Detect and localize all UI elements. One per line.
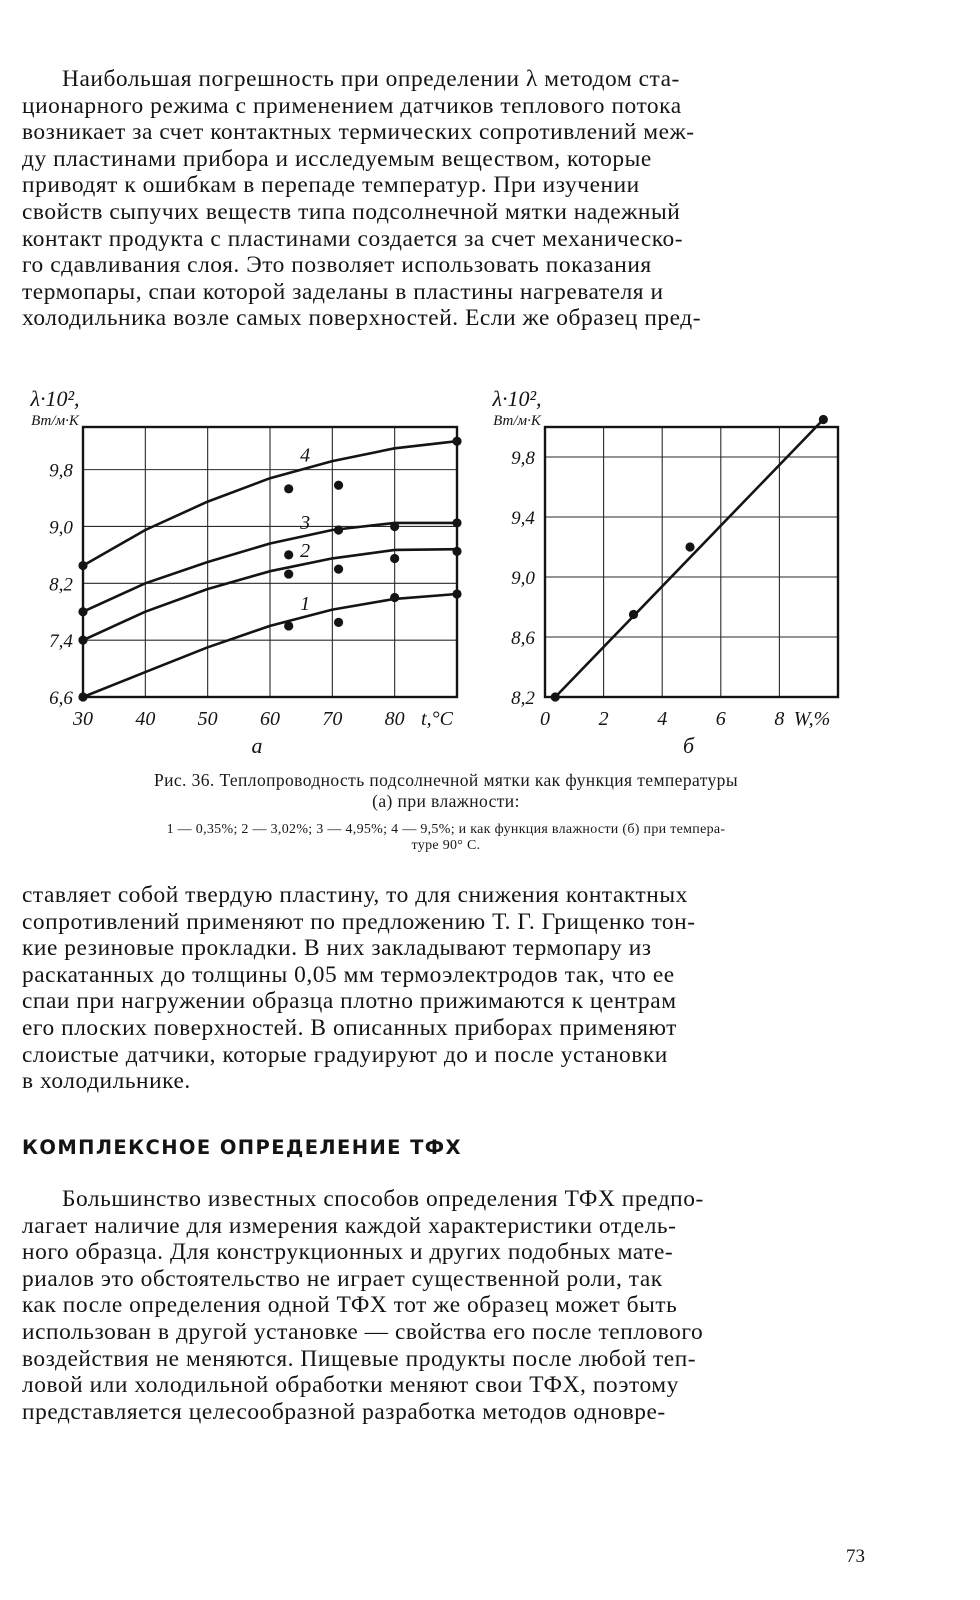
data-point <box>334 565 343 574</box>
plot-b-moisture <box>491 386 838 758</box>
x-tick-label: 8 <box>774 708 785 730</box>
text-line: представляется целесообразной разработка методов одновре- <box>22 1398 666 1425</box>
x-tick-label: 6 <box>715 708 726 730</box>
caption-line: Рис. 36. Теплопроводность подсолнечной мятки как функция температуры <box>153 770 738 790</box>
data-point <box>819 415 828 424</box>
data-point <box>390 554 399 563</box>
data-point <box>629 610 638 619</box>
x-tick-label: 2 <box>598 708 609 730</box>
text-line: использован в другой установке — свойства его после теплового <box>22 1318 704 1345</box>
text-line: ловой или холодильной обработки меняют свои ТФХ, поэтому <box>22 1372 679 1399</box>
x-tick-label: 80 <box>384 708 405 730</box>
plot-a-temperature <box>29 386 461 758</box>
data-point <box>78 692 87 701</box>
panel-label: а <box>251 733 263 758</box>
text-line: слоистые датчики, которые градуируют до и после установки <box>22 1041 668 1068</box>
data-point <box>334 525 343 534</box>
paragraph-bottom <box>22 1186 870 1425</box>
text-line: ционарного режима с применением датчиков теплового потока <box>22 92 682 119</box>
data-point <box>452 589 461 598</box>
data-point <box>390 522 399 531</box>
data-point <box>452 547 461 556</box>
x-tick-label: 40 <box>135 708 156 730</box>
caption-line: (а) при влажности: <box>372 791 520 811</box>
text-line: спаи при нагружении образца плотно прижимаются к центрам <box>22 988 677 1015</box>
text-line: сопротивлений применяют по предложению Т. Г. Грищенко тон- <box>22 908 696 935</box>
y-tick-label: 9,4 <box>511 508 535 529</box>
panel-label: б <box>682 733 695 758</box>
text-line: свойств сыпучих веществ типа подсолнечной мятки надежный <box>22 198 681 225</box>
paragraph-middle <box>22 882 870 1095</box>
text-line: ставляет собой твердую пластину, то для снижения контактных <box>22 882 688 908</box>
x-tick-label: 50 <box>197 708 218 730</box>
text-line: возникает за счет контактных термических сопротивлений меж- <box>22 119 695 146</box>
series-curve <box>555 420 823 698</box>
x-tick-label: 0 <box>540 708 550 730</box>
y-axis-label: λ·10², <box>492 386 542 411</box>
figure-plots <box>0 370 980 770</box>
text-line: его плоских поверхностей. В описанных приборах применяют <box>22 1014 677 1041</box>
y-tick-label: 6,6 <box>49 688 73 709</box>
y-tick-label: 7,4 <box>49 631 73 653</box>
y-axis-unit-label: Вт/м·К <box>493 413 541 429</box>
series-label: 1 <box>300 592 311 615</box>
paragraph-top <box>22 66 870 332</box>
y-axis-unit-label: Вт/м·К <box>31 413 79 429</box>
y-tick-label: 8,2 <box>49 574 73 596</box>
text-line: кие резиновые прокладки. В них закладывают термопару из <box>22 935 652 962</box>
text-line: раскатанных до толщины 0,05 мм термоэлектродов так, что ее <box>22 961 675 988</box>
text-line: Большинство известных способов определения ТФХ предпо- <box>62 1186 704 1212</box>
page-number: 73 <box>846 1546 865 1567</box>
x-tick-label: 4 <box>657 708 668 730</box>
caption-line: 1 — 0,35%; 2 — 3,02%; 3 — 4,95%; 4 — 9,5%; и как функция влажности (б) при темпера- <box>166 822 726 837</box>
data-point <box>284 569 293 578</box>
section-heading: КОМПЛЕКСНОЕ ОПРЕДЕЛЕНИЕ ТФХ <box>22 1136 462 1159</box>
data-point <box>334 481 343 490</box>
y-tick-label: 9,8 <box>49 460 73 482</box>
data-point <box>452 437 461 446</box>
data-point <box>284 621 293 630</box>
text-line: го сдавливания слоя. Это позволяет использовать показания <box>22 252 652 279</box>
text-line: контакт продукта с пластинами создается за счет механическо- <box>22 225 684 252</box>
y-axis-label: λ·10², <box>30 386 80 411</box>
text-line: воздействия не меняются. Пищевые продукты после любой теп- <box>22 1345 697 1372</box>
text-line: приводят к ошибкам в перепаде температур. При изучении <box>22 172 640 199</box>
text-line: ду пластинами прибора и исследуемым веществом, которые <box>22 145 652 172</box>
text-line: холодильника возле самых поверхностей. Если же образец пред- <box>22 305 702 332</box>
data-point <box>78 561 87 570</box>
series-label: 3 <box>300 511 311 534</box>
y-tick-label: 9,0 <box>511 568 535 589</box>
text-line: Наибольшая погрешность при определении λ методом ста- <box>62 66 680 92</box>
plot-frame <box>545 427 838 697</box>
figure-caption-legend <box>22 822 870 854</box>
text-line: ного образца. Для конструкционных и других подобных мате- <box>22 1239 674 1266</box>
caption-line: туре 90° С. <box>411 838 481 853</box>
x-tick-label: 60 <box>260 708 280 730</box>
y-tick-label: 9,0 <box>49 517 73 539</box>
data-point <box>284 550 293 559</box>
data-point <box>685 542 694 551</box>
figure-caption-main <box>22 770 870 812</box>
text-line: как после определения одной ТФХ тот же образец может быть <box>22 1292 678 1319</box>
x-axis-label: W,% <box>793 708 831 730</box>
data-point <box>78 636 87 645</box>
series-label: 4 <box>300 444 311 467</box>
data-point <box>284 484 293 493</box>
x-tick-label: 70 <box>322 708 343 730</box>
data-point <box>390 593 399 602</box>
text-line: лагает наличие для измерения каждой характеристики отдель- <box>22 1212 677 1239</box>
y-tick-label: 8,2 <box>511 688 535 709</box>
data-point <box>551 692 560 701</box>
x-tick-label: 30 <box>73 708 93 730</box>
y-tick-label: 8,6 <box>511 628 535 649</box>
series-label: 2 <box>300 539 311 562</box>
figure-36 <box>0 370 980 775</box>
data-point <box>78 607 87 616</box>
y-tick-label: 9,8 <box>511 448 535 469</box>
x-axis-label: t,°С <box>421 708 453 730</box>
data-point <box>334 618 343 627</box>
text-line: в холодильнике. <box>22 1068 191 1095</box>
text-line: риалов это обстоятельство не играет существенной роли, так <box>22 1265 663 1292</box>
text-line: термопары, спаи которой заделаны в пластины нагревателя и <box>22 278 664 305</box>
data-point <box>452 518 461 527</box>
